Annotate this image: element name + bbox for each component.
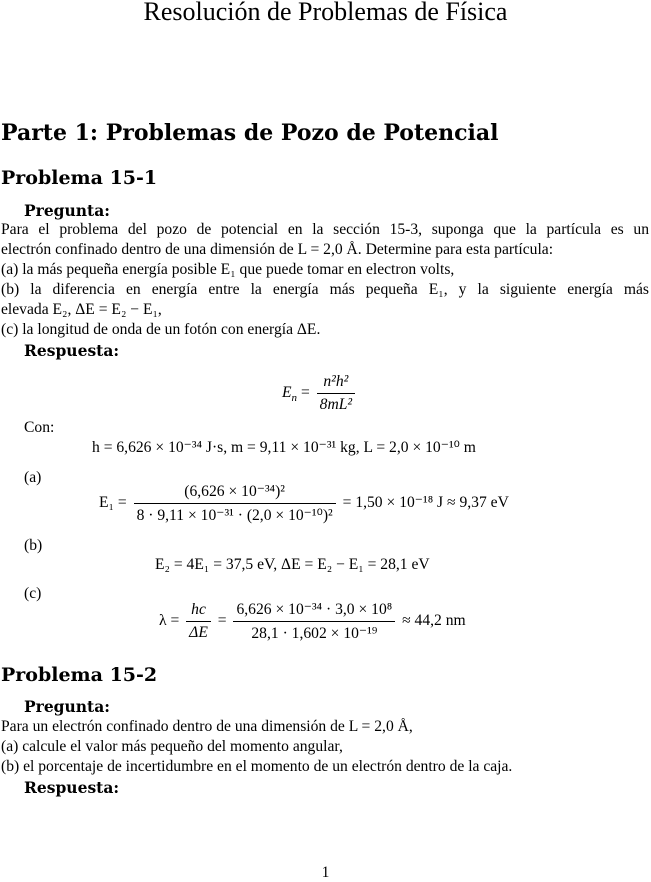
problem-15-1-question-label: Pregunta: xyxy=(24,201,110,220)
problem-15-1-answer-label: Respuesta: xyxy=(24,341,120,360)
question-line: (a) la más pequeña energía posible E₁ que puede tomar en electron volts, xyxy=(1,261,455,278)
question-line: Para un electrón confinado dentro de una dimensión de L = 2,0 Å, xyxy=(1,718,413,735)
eq-en-denominator: 8mL² xyxy=(319,396,353,413)
question-line: electrón confinado dentro de una dimensión de L = 2,0 Å. Determine para esta partícula: xyxy=(1,241,554,258)
eq-a-lhs: E₁ = xyxy=(99,494,127,512)
problem-15-2-heading: Problema 15-2 xyxy=(1,664,158,686)
equation-part-c: λ = $\frac{hc}{\Delta E}$ = $\frac{\text{6,626 × 10⁻³⁴ · 3,0 × 10⁸}}{\text{28,1 · 1,602 × 10⁻¹⁹}}$ ≈ 44,2 nm xyxy=(159,601,466,642)
eq-c-fraction-1 xyxy=(186,601,211,642)
question-line: Para el problema del pozo de potencial en la sección 15-3, suponga que la partícula es un xyxy=(1,221,649,238)
equation-energy-levels: $E_n$ = $\frac{\text{n²h²}}{\text{8mL²}}$ xyxy=(282,373,358,414)
question-line: (a) calcule el valor más pequeño del momento angular, xyxy=(1,738,343,755)
eq-c-denominator-2: 28,1 · 1,602 × 10⁻¹⁹ xyxy=(251,625,378,642)
question-line: (b) el porcentaje de incertidumbre en el momento de un electrón dentro de la caja. xyxy=(1,758,513,775)
eq-c-numerator-2: 6,626 × 10⁻³⁴ · 3,0 × 10⁸ xyxy=(233,600,395,622)
eq-c-fraction-2 xyxy=(233,600,395,643)
equation-constants: h = 6,626 × 10⁻³⁴ J·s, m = 9,11 × 10⁻³¹ kg, L = 2,0 × 10⁻¹⁰ m xyxy=(92,439,476,456)
part-a-label: (a) xyxy=(24,469,42,486)
document-title: Resolución de Problemas de Física xyxy=(143,0,508,26)
problem-15-1-heading: Problema 15-1 xyxy=(1,167,158,189)
question-line: (b) la diferencia en energía entre la energía más pequeña E₁, y la siguiente energía más xyxy=(1,281,649,298)
eq-en-fraction xyxy=(317,373,355,414)
question-line: (c) la longitud de onda de un fotón con energía ΔE. xyxy=(1,321,321,338)
problem-15-1-question-text xyxy=(1,220,649,340)
eq-a-result: = 1,50 × 10⁻¹⁸ J ≈ 9,37 eV xyxy=(342,494,509,512)
eq-en-numerator: n²h² xyxy=(317,373,355,394)
question-line: elevada E₂, ΔE = E₂ − E₁, xyxy=(1,301,162,318)
eq-c-denominator-1: ΔE xyxy=(189,624,208,641)
part-c-label: (c) xyxy=(24,585,42,602)
eq-a-fraction xyxy=(134,482,336,525)
eq-a-numerator: (6,626 × 10⁻³⁴)² xyxy=(134,482,336,504)
eq-en-sub: n xyxy=(291,392,298,405)
part-b-label: (b) xyxy=(24,537,43,554)
problem-15-2-answer-label: Respuesta: xyxy=(24,778,120,797)
page-number: 1 xyxy=(321,864,330,881)
equation-part-b: E₂ = 4E₁ = 37,5 eV, ΔE = E₂ − E₁ = 28,1 eV xyxy=(155,556,430,573)
eq-c-lhs: λ = xyxy=(159,612,180,630)
equation-part-a xyxy=(99,482,509,525)
eq-c-result: ≈ 44,2 nm xyxy=(402,612,466,630)
eq-en-lhs: E xyxy=(282,384,292,402)
con-label: Con: xyxy=(24,419,55,436)
problem-15-2-question-label: Pregunta: xyxy=(24,697,110,716)
eq-a-denominator: 8 · 9,11 × 10⁻³¹ · (2,0 × 10⁻¹⁰)² xyxy=(136,507,333,524)
part-heading: Parte 1: Problemas de Pozo de Potencial xyxy=(1,120,499,146)
eq-c-numerator-1: hc xyxy=(186,601,211,622)
problem-15-2-question-text xyxy=(1,717,649,777)
